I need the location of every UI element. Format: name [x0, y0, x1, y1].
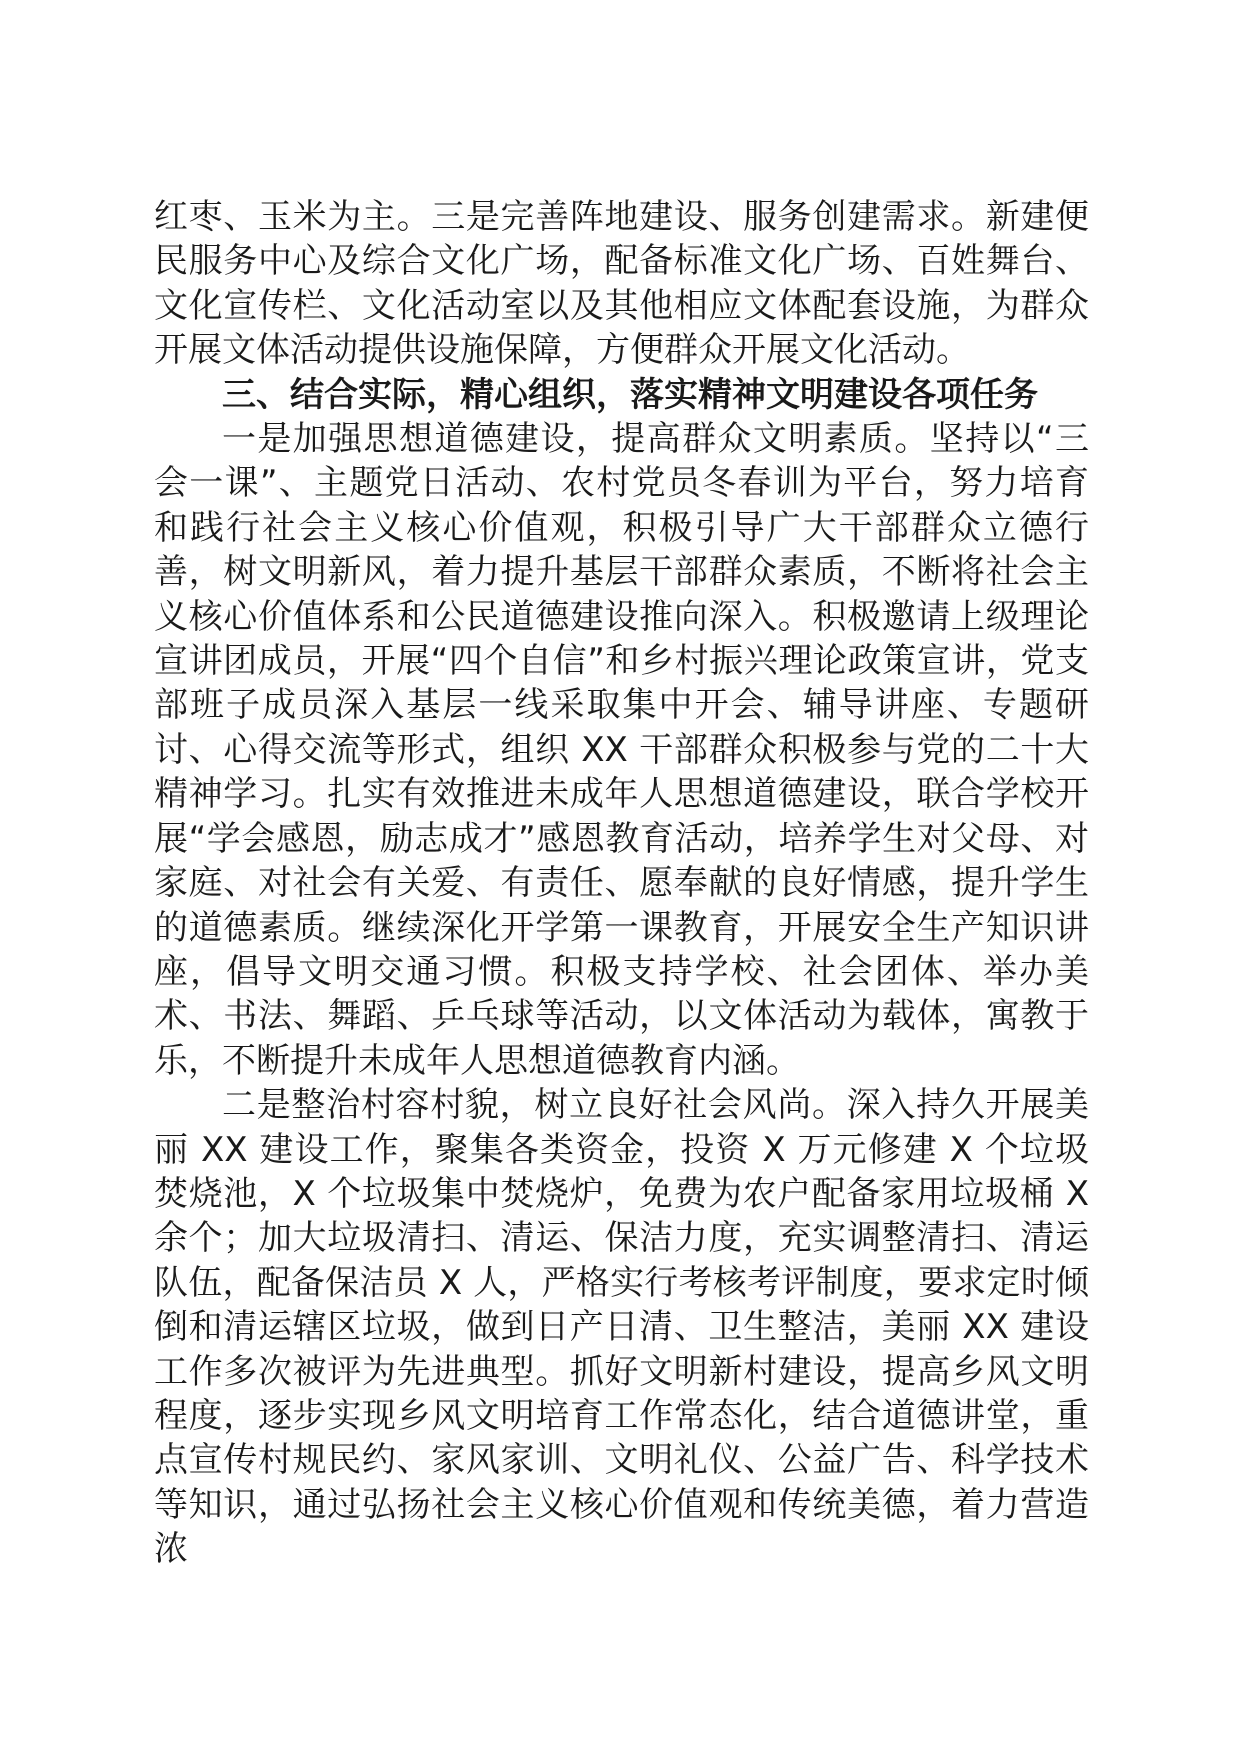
section-heading: 三、结合实际，精心组织，落实精神文明建设各项任务 — [222, 374, 1038, 415]
paragraph-continuation: 红枣、玉米为主。三是完善阵地建设、服务创建需求。新建便民服务中心及综合文化广场，配备标准文化广场、百姓舞台、文化宣传栏、文化活动室以及其他相应文体配套设施，为群众开展文体活动提供设施保障，方便群众开展文化活动。 — [154, 197, 1089, 371]
paragraph-village: 二是整治村容村貌，树立良好社会风尚。深入持久开展美丽 XX 建设工作，聚集各类资金，投资 X 万元修建 X 个垃圾焚烧池，X 个垃圾集中焚烧炉，免费为农户配备家用垃圾桶 X 余个；加大垃圾清扫、清运、保洁力度，充实调整清扫、清运队伍，配备保洁员 X 人，严格实行考核考评制度，要求定时倾倒和清运辖区垃圾，做到日产日清、卫生整洁，美丽 XX 建设工作多次被评为先进典型。抓好文明新村建设，提高乡风文明程度，逐步实现乡风文明培育工作常态化，结合道德讲堂，重点宣传村规民约、家风家训、文明礼仪、公益广告、科学技术等知识，通过弘扬社会主义核心价值观和传统美德，着力营造浓 — [154, 1085, 1089, 1570]
paragraph-ideology: 一是加强思想道德建设，提高群众文明素质。坚持以“三会一课”、主题党日活动、农村党员冬春训为平台，努力培育和践行社会主义核心价值观，积极引导广大干部群众立德行善，树文明新风，着力提升基层干部群众素质，不断将社会主义核心价值体系和公民道德建设推向深入。积极邀请上级理论宣讲团成员，开展“四个自信”和乡村振兴理论政策宣讲，党支部班子成员深入基层一线采取集中开会、辅导讲座、专题研讨、心得交流等形式，组织 XX 干部群众积极参与党的二十大精神学习。扎实有效推进未成年人思想道德建设，联合学校开展“学会感恩，励志成才”感恩教育活动，培养学生对父母、对家庭、对社会有关爱、有责任、愿奉献的良好情感，提升学生的道德素质。继续深化开学第一课教育，开展安全生产知识讲座，倡导文明交通习惯。积极支持学校、社会团体、举办美术、书法、舞蹈、乒乓球等活动，以文体活动为载体，寓教于乐，不断提升未成年人思想道德教育内涵。 — [154, 419, 1089, 1081]
document-page — [154, 195, 1089, 1572]
